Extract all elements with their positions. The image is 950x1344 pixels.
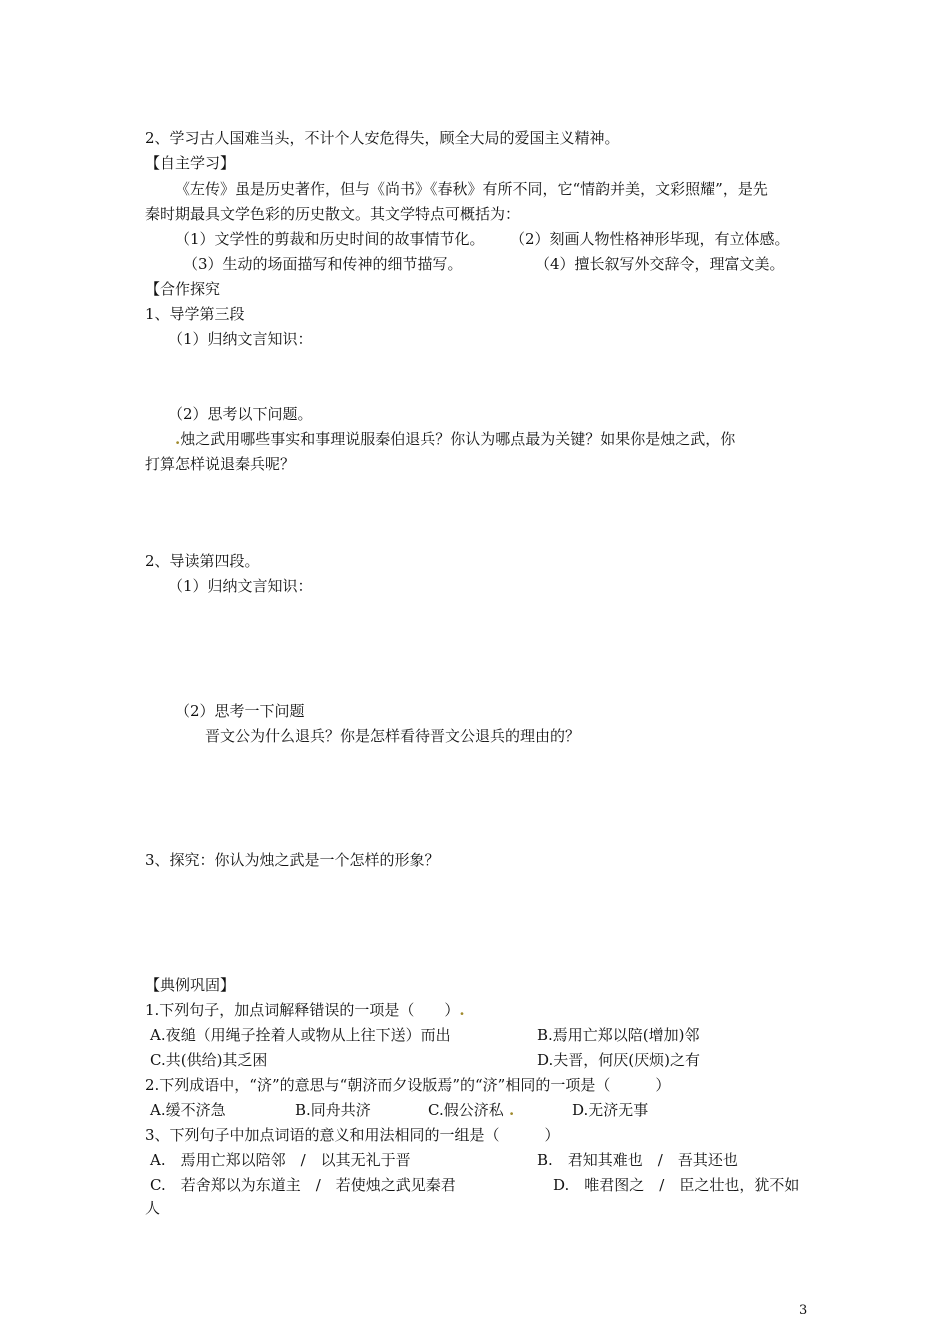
coop-heading: 【合作探究 [145, 280, 221, 298]
section-2-question-2: （2）思考一下问题 [175, 702, 305, 720]
feature-4: （4）擅长叙写外交辞令，理富文美。 [535, 255, 785, 273]
self-study-paragraph-line1: 《左传》虽是历史著作，但与《尚书》《春秋》有所不同，它“情韵并美，文彩照耀”，是先 [175, 180, 768, 198]
page-number: 3 [799, 1303, 808, 1318]
question-1-option-b: B.焉用亡郑以陪(增加)邻 [537, 1026, 700, 1044]
question-3-option-b: B. 君知其难也 / 吾其还也 [537, 1151, 738, 1169]
section-1-question-1: （1）归纳文言知识： [168, 330, 313, 348]
feature-1: （1）文学性的剪裁和历史时间的故事情节化。 [175, 230, 485, 248]
emphasis-dot-icon: . [175, 430, 181, 448]
section-1-title: 1、导学第三段 [145, 305, 245, 323]
question-2-option-a: A.缓不济急 [150, 1101, 226, 1119]
question-1 [145, 1000, 465, 1020]
feature-3: （3）生动的场面描写和传神的细节描写。 [183, 255, 463, 273]
section-1-text-line1 [175, 429, 735, 449]
question-2-option-c-text: C.假公济私 [428, 1101, 504, 1119]
section-2-question-1: （1）归纳文言知识： [168, 577, 313, 595]
question-2-option-b: B.同舟共济 [295, 1101, 371, 1119]
question-1-option-d: D.夫晋，何厌(厌烦)之有 [537, 1051, 700, 1069]
question-3-option-a: A. 焉用亡郑以陪邻 / 以其无礼于晋 [150, 1151, 411, 1169]
question-2-option-d: D.无济无事 [572, 1101, 649, 1119]
section-1-text-line2: 打算怎样说退秦兵呢？ [145, 455, 296, 473]
section-3-title: 3、探究：你认为烛之武是一个怎样的形象？ [145, 851, 440, 869]
question-1-text: 1.下列句子，加点词解释错误的一项是（ ） [145, 1001, 460, 1019]
section-2-text: 晋文公为什么退兵？你是怎样看待晋文公退兵的理由的？ [205, 727, 581, 745]
question-1-option-a: A.夜缒（用绳子拴着人或物从上往下送）而出 [150, 1026, 451, 1044]
section-1-text-content: 烛之武用哪些事实和事理说服秦伯退兵？你认为哪点最为关键？如果你是烛之武，你 [180, 430, 736, 448]
question-2: 2.下列成语中，“济”的意思与“朝济而夕设版焉”的“济”相同的一项是（ ） [145, 1076, 671, 1094]
question-3-option-c: C. 若舍郑以为东道主 / 若使烛之武见秦君 [150, 1176, 456, 1194]
emphasis-dot-icon: . [459, 1001, 465, 1019]
section-2-title: 2、导读第四段。 [145, 552, 260, 570]
question-1-option-c: C.共(供给)其乏困 [150, 1051, 268, 1069]
feature-2: （2）刻画人物性格神形毕现，有立体感。 [510, 230, 790, 248]
self-study-heading: 【自主学习】 [145, 154, 236, 172]
question-3: 3、下列句子中加点词语的意义和用法相同的一组是（ ） [145, 1126, 560, 1144]
examples-heading: 【典例巩固】 [145, 976, 236, 994]
question-3-option-d-continued: 人 [145, 1199, 161, 1217]
question-3-option-d: D. 唯君图之 / 臣之壮也，犹不如 [553, 1176, 800, 1194]
self-study-paragraph-line2: 秦时期最具文学色彩的历史散文。其文学特点可概括为： [145, 205, 521, 223]
emphasis-dot-icon: . [503, 1101, 515, 1119]
goal-2: 2、学习古人国难当头，不计个人安危得失，顾全大局的爱国主义精神。 [145, 129, 620, 147]
section-1-question-2: （2）思考以下问题。 [168, 405, 313, 423]
question-2-option-c [428, 1100, 514, 1120]
